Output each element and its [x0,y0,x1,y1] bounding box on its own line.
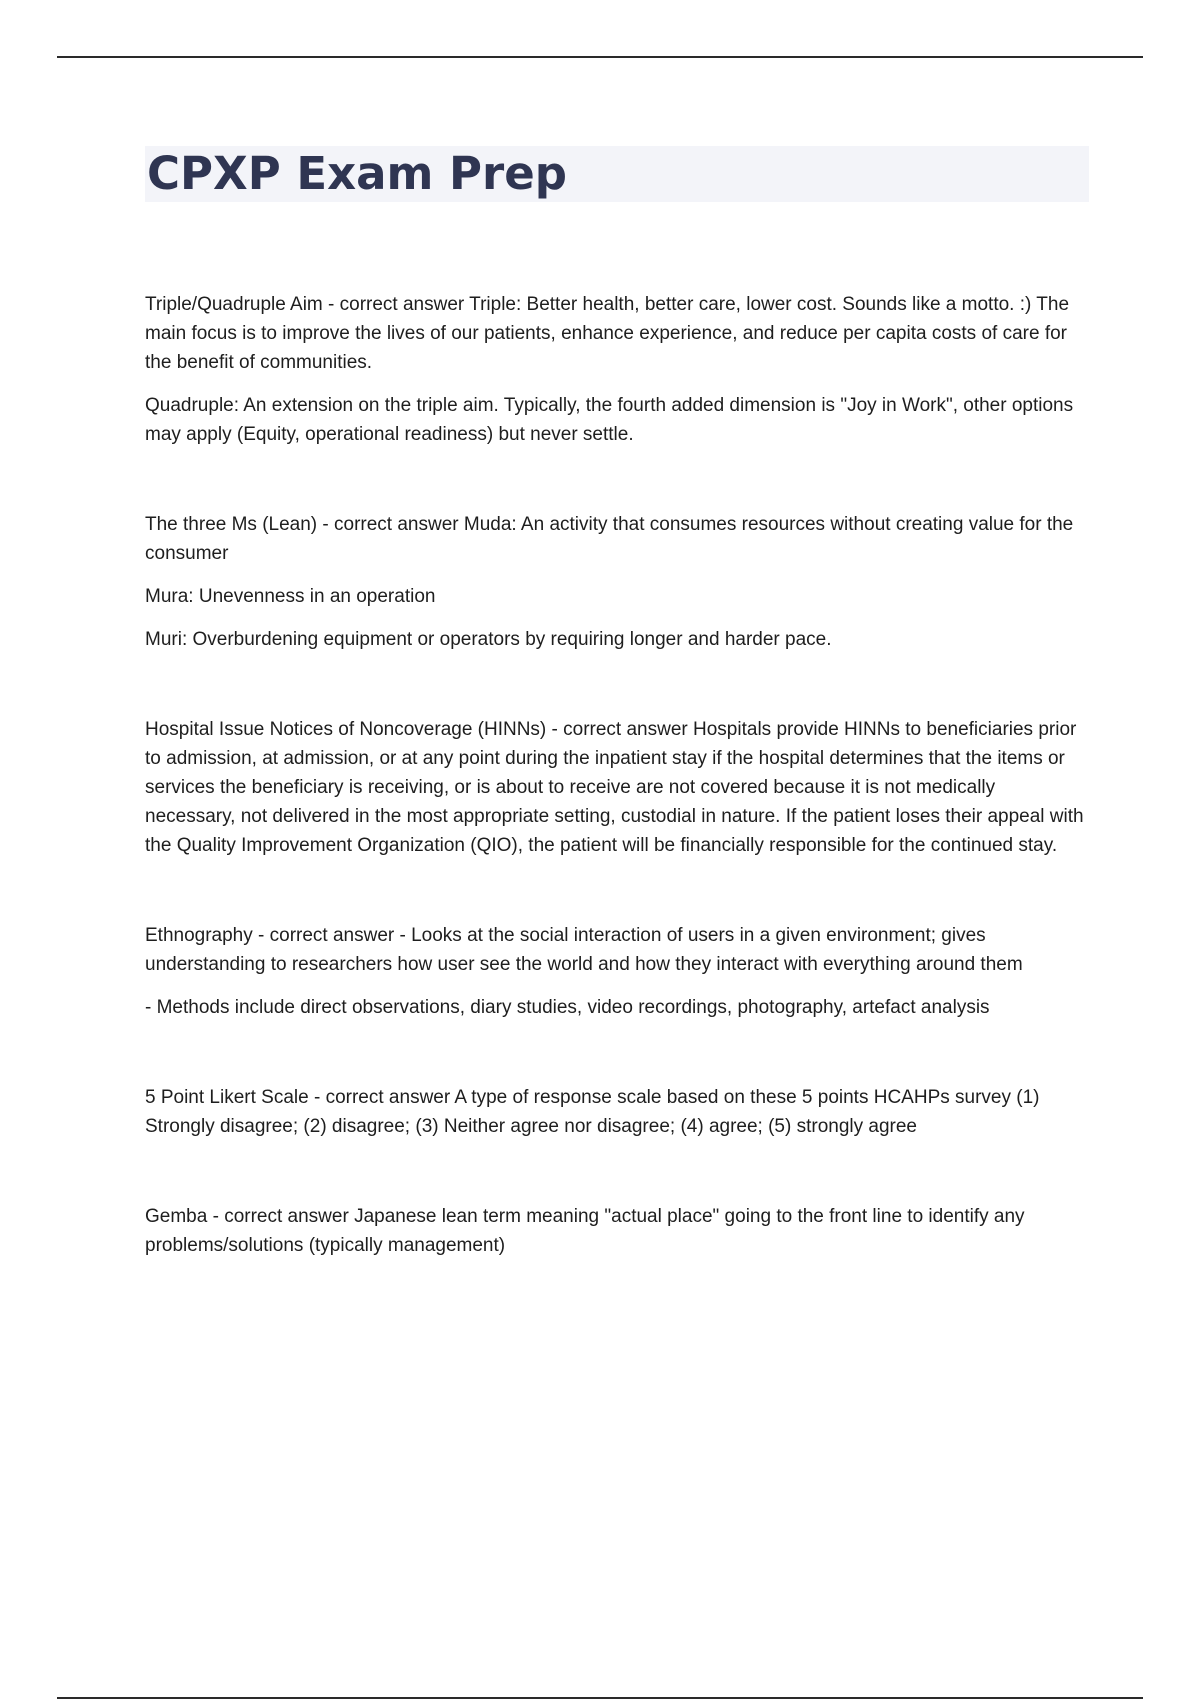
entry-paragraph: The three Ms (Lean) - correct answer Muda: An activity that consumes resources without creating value for the consumer [145,514,1074,564]
entry-paragraph: 5 Point Likert Scale - correct answer A type of response scale based on these 5 points HCAHPs survey (1) Strongly disagree; (2) disagree; (3) Neither agree nor disagree; (4) agree; (5) strongly agree [145,1087,1040,1137]
entry-likert-scale [145,1083,1090,1141]
entry-paragraph: Triple/Quadruple Aim - correct answer Triple: Better health, better care, lower cost. Sounds like a motto. :) The main focus is to improve the lives of our patients, enhance experience, and reduce per capita costs of care for the benefit of communities. [145,294,1070,373]
entry-paragraph: Quadruple: An extension on the triple aim. Typically, the fourth added dimension is "Joy in Work", other options may apply (Equity, operational readiness) but never settle. [145,395,1074,445]
title-banner [145,146,1089,202]
entry-paragraph: Mura: Unevenness in an operation [145,586,436,607]
entry-hinns [145,715,1090,860]
entry-paragraph: Hospital Issue Notices of Noncoverage (HINNs) - correct answer Hospitals provide HINNs to beneficiaries prior to admission, at admission, or at any point during the inpatient stay if the hospital determines that the items or services the beneficiary is receiving, or is about to receive are not covered because it is not medically necessary, not delivered in the most appropriate setting, custodial in nature. If the patient loses their appeal with the Quality Improvement Organization (QIO), the patient will be financially responsible for the continued stay. [145,719,1084,856]
entry-ethnography [145,921,1090,1022]
entry-paragraph: Gemba - correct answer Japanese lean term meaning "actual place" going to the front line to identify any problems/solutions (typically management) [145,1206,1025,1256]
page-title: CPXP Exam Prep [147,147,567,200]
entry-triple-quadruple-aim [145,290,1090,449]
entry-paragraph: Ethnography - correct answer - Looks at the social interaction of users in a given environment; gives understanding to researchers how user see the world and how they interact with everything around them [145,925,1023,975]
document-body [145,290,1090,1321]
entry-paragraph: Muri: Overburdening equipment or operators by requiring longer and harder pace. [145,629,832,650]
top-rule [57,56,1143,58]
entry-paragraph: - Methods include direct observations, diary studies, video recordings, photography, artefact analysis [145,997,990,1018]
bottom-rule [57,1697,1143,1699]
entry-three-ms-lean [145,510,1090,654]
entry-gemba [145,1202,1090,1260]
